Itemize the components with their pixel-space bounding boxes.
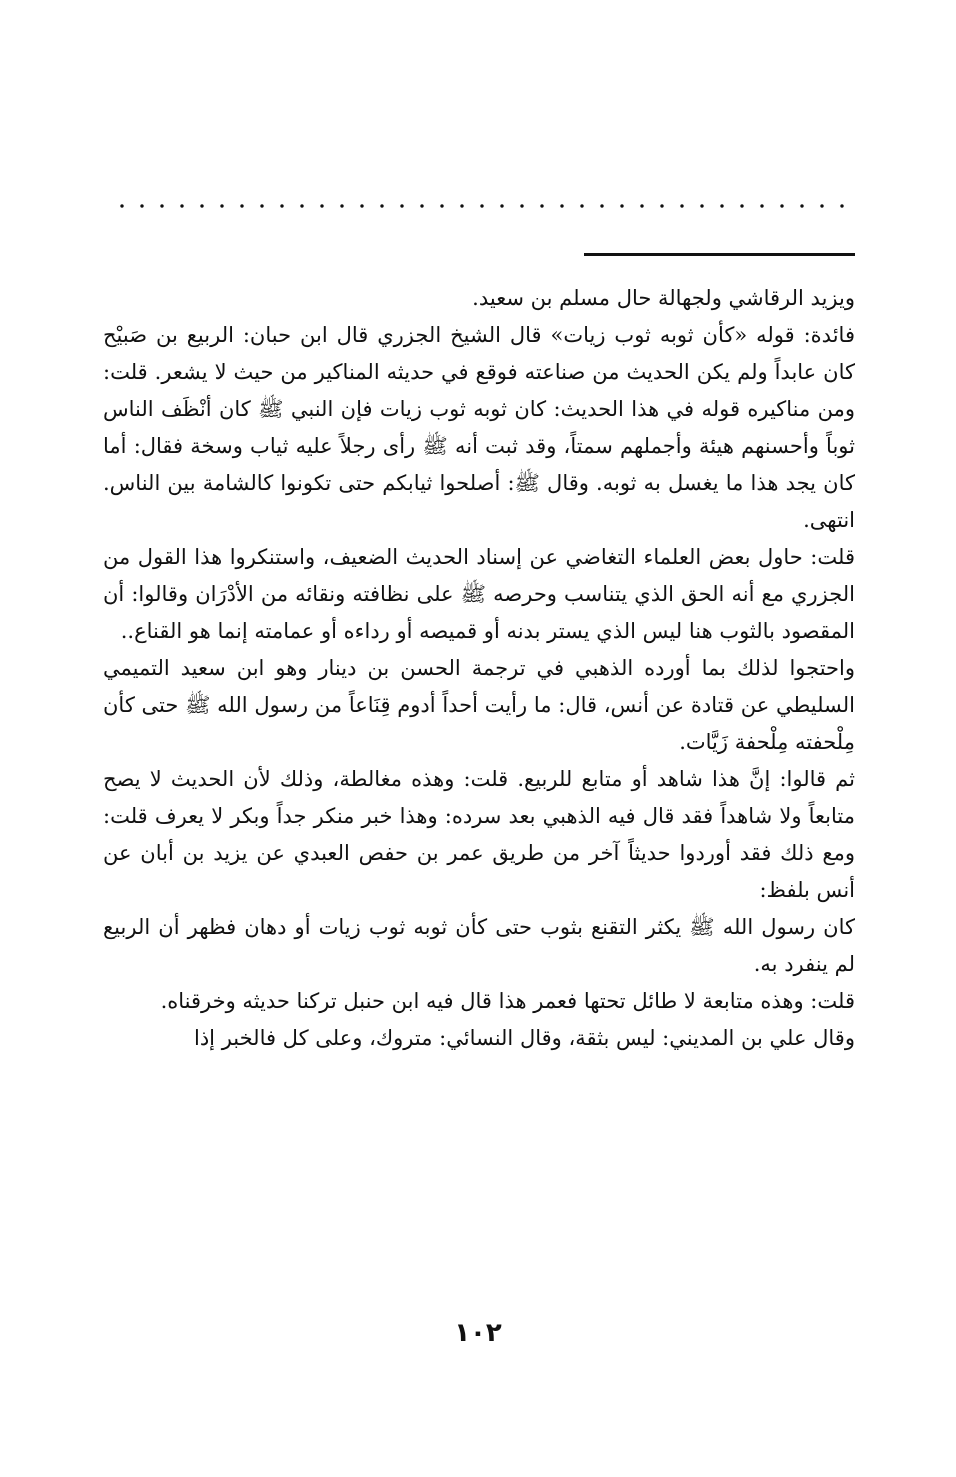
page-body-text <box>103 280 855 1057</box>
paragraph-4: واحتجوا لذلك بما أورده الذهبي في ترجمة الحسن بن دينار وهو ابن سعيد التميمي السليطي عن قتادة عن أنس، قال: ما رأيت أحداً أدوم قِنَاعاً من رسول الله ﷺ حتى كأن مِلْحفته مِلْحفة زَيَّات. <box>103 656 855 754</box>
paragraph-2: فائدة: قوله «كأن ثوبه ثوب زيات» قال الشيخ الجزري قال ابن حبان: الربيع بن صَبيْح كان عابداً ولم يكن الحديث من صناعته فوقع في حديثه المناكير من حيث لا يشعر. قلت: ومن مناكيره قوله في هذا الحديث: كان ثوبه ثوب زيات فإن النبي ﷺ كان أنْظَف الناس ثوباً وأحسنهم هيئة وأجملهم سمتاً، وقد ثبت أنه ﷺ رأى رجلاً عليه ثياب وسخة فقال: أما كان يجد هذا ما يغسل به ثوبه. وقال ﷺ: أصلحوا ثيابكم حتى تكونوا كالشامة بين الناس. انتهى. <box>103 323 855 532</box>
footnote-rule <box>584 253 855 256</box>
paragraph-1: ويزيد الرقاشي ولجهالة حال مسلم بن سعيد. <box>472 286 855 310</box>
paragraph-6: كان رسول الله ﷺ يكثر التقنع بثوب حتى كأن ثوبه ثوب زيات أو دهان فظهر أن الربيع لم ينفرد به. <box>103 915 855 976</box>
dotted-separator <box>112 203 854 209</box>
paragraph-3: قلت: حاول بعض العلماء التغاضي عن إسناد الحديث الضعيف، واستنكروا هذا القول من الجزري مع أنه الحق الذي يتناسب وحرصه ﷺ على نظافته ونقائه من الأدْرَان وقالوا: أن المقصود بالثوب هنا ليس الذي يستر بدنه أو قميصه أو رداءه أو عمامته إنما هو القناع.. <box>103 545 855 643</box>
paragraph-5: ثم قالوا: إنَّ هذا شاهد أو متابع للربيع. قلت: وهذه مغالطة، وذلك لأن الحديث لا يصح متابعاً ولا شاهداً فقد قال فيه الذهبي بعد سرده: وهذا خبر منكر جداً وبكر لا يعرف قلت: ومع ذلك فقد أوردوا حديثاً آخر من طريق عمر بن حفص العبدي عن يزيد بن أبان عن أنس بلفظ: <box>103 767 855 902</box>
paragraph-8: وقال علي بن المديني: ليس بثقة، وقال النسائي: متروك، وعلى كل فالخبر إذا <box>194 1026 855 1050</box>
paragraph-7: قلت: وهذه متابعة لا طائل تحتها فعمر هذا قال فيه ابن حنبل تركنا حديثه وخرقناه. <box>160 989 855 1013</box>
page-number: ١٠٢ <box>454 1318 502 1348</box>
